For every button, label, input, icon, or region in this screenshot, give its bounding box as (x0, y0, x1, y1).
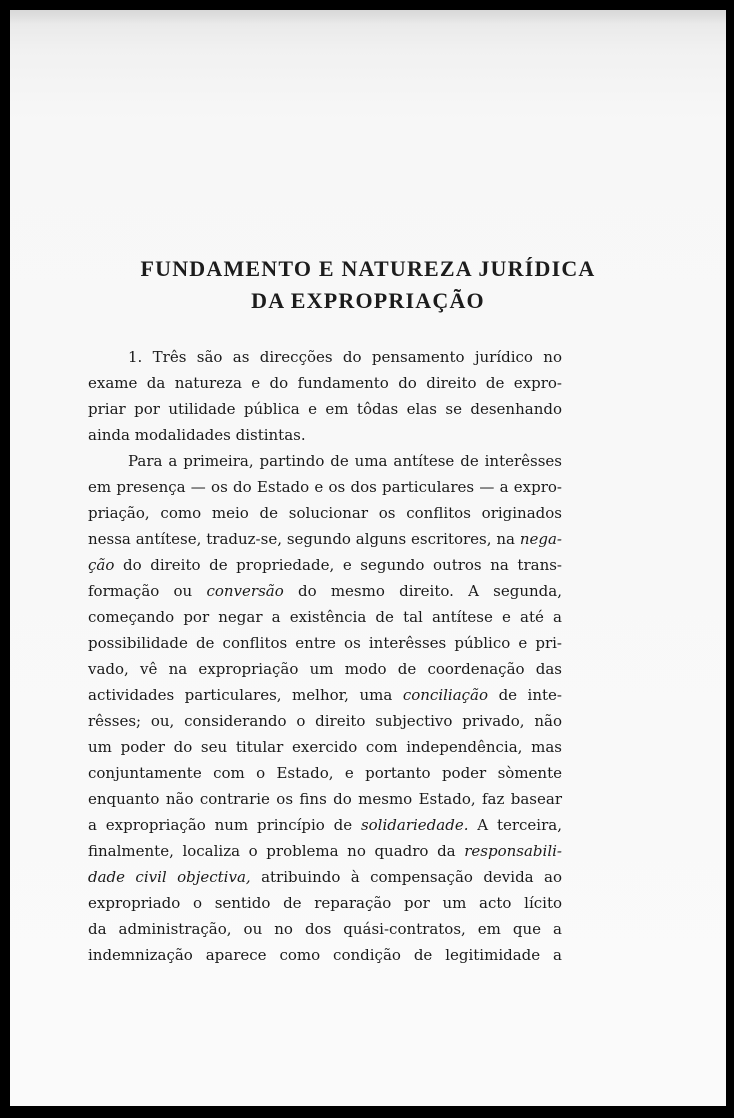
italic-term: responsabili- (464, 842, 562, 860)
italic-term: ção (88, 556, 115, 574)
text-line: exame da natureza e do fundamento do direito de expro- (88, 374, 562, 392)
chapter-title-line-1: FUNDAMENTO E NATUREZA JURÍDICA (140, 256, 596, 281)
text-line: começando por negar a existência de tal antítese e até a (88, 608, 562, 626)
text-segment: nessa antítese, traduz-se, segundo alguns escritores, na (88, 530, 515, 548)
scan-shadow (10, 10, 726, 24)
text-segment: de inte- (498, 686, 562, 704)
text-line: enquanto não contrarie os fins do mesmo Estado, faz basear (88, 790, 562, 808)
text-segment: do direito de propriedade, e segundo outros na trans- (122, 556, 562, 574)
text-line: um poder do seu titular exercido com independência, mas (88, 738, 562, 756)
text-line (88, 864, 562, 890)
text-segment: A terceira, (477, 816, 562, 834)
text-line: da administração, ou no dos quási-contratos, em que a (88, 920, 562, 938)
text-line: vado, vê na expropriação um modo de coordenação das (88, 660, 562, 678)
text-segment: formação ou (88, 582, 193, 600)
text-line (88, 682, 562, 708)
text-segment: do mesmo direito. A segunda, (297, 582, 562, 600)
italic-term: solidariedade. (360, 816, 469, 834)
text-line: Para a primeira, partindo de uma antítese de interêsses (128, 452, 562, 470)
text-segment: actividades particulares, melhor, uma (88, 686, 393, 704)
scanned-page (10, 10, 726, 1106)
text-segment: finalmente, localiza o problema no quadro da (88, 842, 456, 860)
italic-term: conversão (206, 582, 284, 600)
text-line: priar por utilidade pública e em tôdas elas se desenhando (88, 400, 562, 418)
text-line: 1. Três são as direcções do pensamento jurídico no (128, 348, 562, 366)
chapter-title-line-2: DA EXPROPRIAÇÃO (251, 288, 485, 313)
italic-term: conciliação (402, 686, 489, 704)
text-line (88, 552, 562, 578)
text-line: em presença — os do Estado e os dos particulares — a expro- (88, 478, 562, 496)
text-line: indemnização aparece como condição de legitimidade a (88, 946, 562, 964)
italic-term: nega- (519, 530, 562, 548)
text-line: possibilidade de conflitos entre os interêsses público e pri- (88, 634, 562, 652)
text-line (88, 578, 562, 604)
body-text (88, 344, 562, 968)
text-line: rêsses; ou, considerando o direito subjectivo privado, não (88, 712, 562, 730)
text-line: ainda modalidades distintas. (88, 426, 306, 444)
text-segment: atribuindo à compensação devida ao (261, 868, 562, 886)
text-line (88, 526, 562, 552)
text-segment: a expropriação num princípio de (88, 816, 353, 834)
text-line (88, 812, 562, 838)
text-line: expropriado o sentido de reparação por um acto lícito (88, 894, 562, 912)
text-line (88, 838, 562, 864)
text-line: priação, como meio de solucionar os conflitos originados (88, 504, 562, 522)
text-line: conjuntamente com o Estado, e portanto poder sòmente (88, 764, 562, 782)
italic-term: dade civil objectiva, (88, 868, 251, 886)
